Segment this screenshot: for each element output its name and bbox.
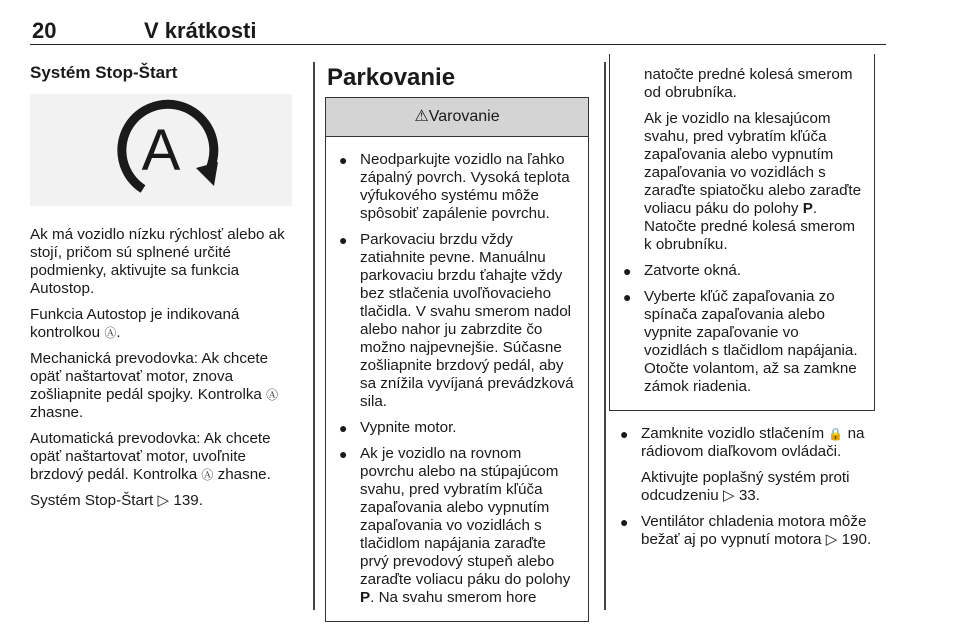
paragraph-alarm: Aktivujte poplašný systém proti odcudzeniu ▷ 33. — [641, 469, 850, 504]
autostop-arrow-icon — [30, 94, 292, 206]
column-parking-continued — [617, 62, 887, 557]
bullet-icon: ● — [339, 446, 348, 462]
page-number: 20 — [32, 18, 57, 43]
column-parking — [327, 62, 589, 622]
warning-downhill: Ak je vozidlo na klesajúcom svahu, pred vybratím kľúča zapaľovania alebo vypnutím zapaľovania vo vozidlách s zaraďte spiatočku alebo zaraďte voliacu páku do polohy P. Natočte predné kolesá smerom k obrubníku. — [644, 110, 862, 253]
bullet-icon: ● — [623, 289, 632, 305]
warning-box — [325, 97, 589, 622]
column-divider-1 — [313, 62, 315, 610]
lock-icon: 🔒 — [828, 427, 844, 441]
warning-body — [326, 137, 588, 621]
list-item: ● Ventilátor chladenia motora môže bežať aj po vypnutí motora ▷ 190. — [620, 513, 872, 548]
column-stop-start — [30, 62, 302, 518]
paragraph-automatic-gearbox: Automatická prevodovka: Ak chcete opäť naštartovať motor, uvoľnite brzdový pedál. Kontrolka Ⓐ zhasne. — [30, 430, 271, 483]
paragraph-manual-gearbox: Mechanická prevodovka: Ak chcete opäť naštartovať motor, znova zošliapnite pedál spojky. Kontrolka Ⓐ zhasne. — [30, 350, 279, 421]
paragraph-reference: Systém Stop-Štart ▷ 139. — [30, 492, 203, 509]
autostop-indicator-icon: Ⓐ — [104, 326, 117, 340]
page-reference-icon: ▷ — [825, 531, 838, 548]
paragraph-indicator: Funkcia Autostop je indikovaná kontrolkou Ⓐ. — [30, 306, 240, 341]
list-item: ● Ak je vozidlo na rovnom povrchu alebo na stúpajúcom svahu, pred vybratím kľúča zapaľovania alebo vypnutím zapaľovania vo vozidlách s tlačidlom napájania zaraďte prvý prevodový stupeň alebo zaraďte voliacu páku do polohy P. Na svahu smerom hore — [339, 445, 571, 606]
page-reference-icon: ▷ — [157, 492, 170, 509]
bullet-icon: ● — [339, 420, 348, 436]
paragraph-autostop-intro: Ak má vozidlo nízku rýchlosť alebo ak stojí, pričom sú splnené určité podmienky, aktivujte sa funkcia Autostop. — [30, 226, 285, 297]
column-divider-2 — [604, 62, 606, 610]
bullet-icon: ● — [620, 514, 629, 530]
autostop-indicator-icon: Ⓐ — [266, 388, 279, 402]
warning-triangle-icon: ⚠ — [414, 108, 429, 125]
autostop-illustration — [30, 94, 292, 206]
bullet-icon: ● — [623, 263, 632, 279]
warning-title: Varovanie — [428, 108, 500, 125]
bullet-icon: ● — [339, 152, 348, 168]
autostop-letter: A — [141, 118, 181, 183]
warning-box-continued — [609, 54, 875, 411]
list-item: ● Vyberte kľúč zapaľovania zo spínača zapaľovania alebo vypnite zapaľovanie vo vozidlách s tlačidlom napájania. Otočte volantom, až sa zamkne zámok riadenia. — [623, 288, 858, 395]
section-heading-parking: Parkovanie — [327, 64, 456, 91]
section-heading-stop-start: Systém Stop-Štart — [30, 63, 178, 82]
page-header — [30, 18, 886, 45]
list-item: ● Zatvorte okná. — [623, 262, 742, 279]
warning-continuation: natočte predné kolesá smerom od obrubníka. — [644, 66, 853, 101]
bullet-icon: ● — [339, 232, 348, 248]
warning-header — [326, 98, 588, 137]
bullet-icon: ● — [620, 426, 629, 442]
list-item: ● Vypnite motor. — [339, 419, 457, 436]
list-item: ● Neodparkujte vozidlo na ľahko zápalný povrch. Vysoká teplota výfukového systému môže spôsobiť zapálenie povrchu. — [339, 151, 570, 222]
chapter-title: V krátkosti — [144, 18, 257, 43]
list-item: ● Zamknite vozidlo stlačením 🔒 na rádiovom diaľkovom ovládači. — [620, 425, 865, 460]
page-reference-icon: ▷ — [722, 487, 735, 504]
autostop-indicator-icon: Ⓐ — [201, 468, 214, 482]
list-item: ● Parkovaciu brzdu vždy zatiahnite pevne. Manuálnu parkovaciu brzdu ťahajte vždy bez stlačenia uvoľňovacieho tlačidla. V svahu smerom nadol alebo nahor ju zabrzdite čo možno najpevnejšie. Súčasne zošliapnite brzdový pedál, aby sa znížila vyvíjaná prevádzková sila. — [339, 231, 574, 410]
